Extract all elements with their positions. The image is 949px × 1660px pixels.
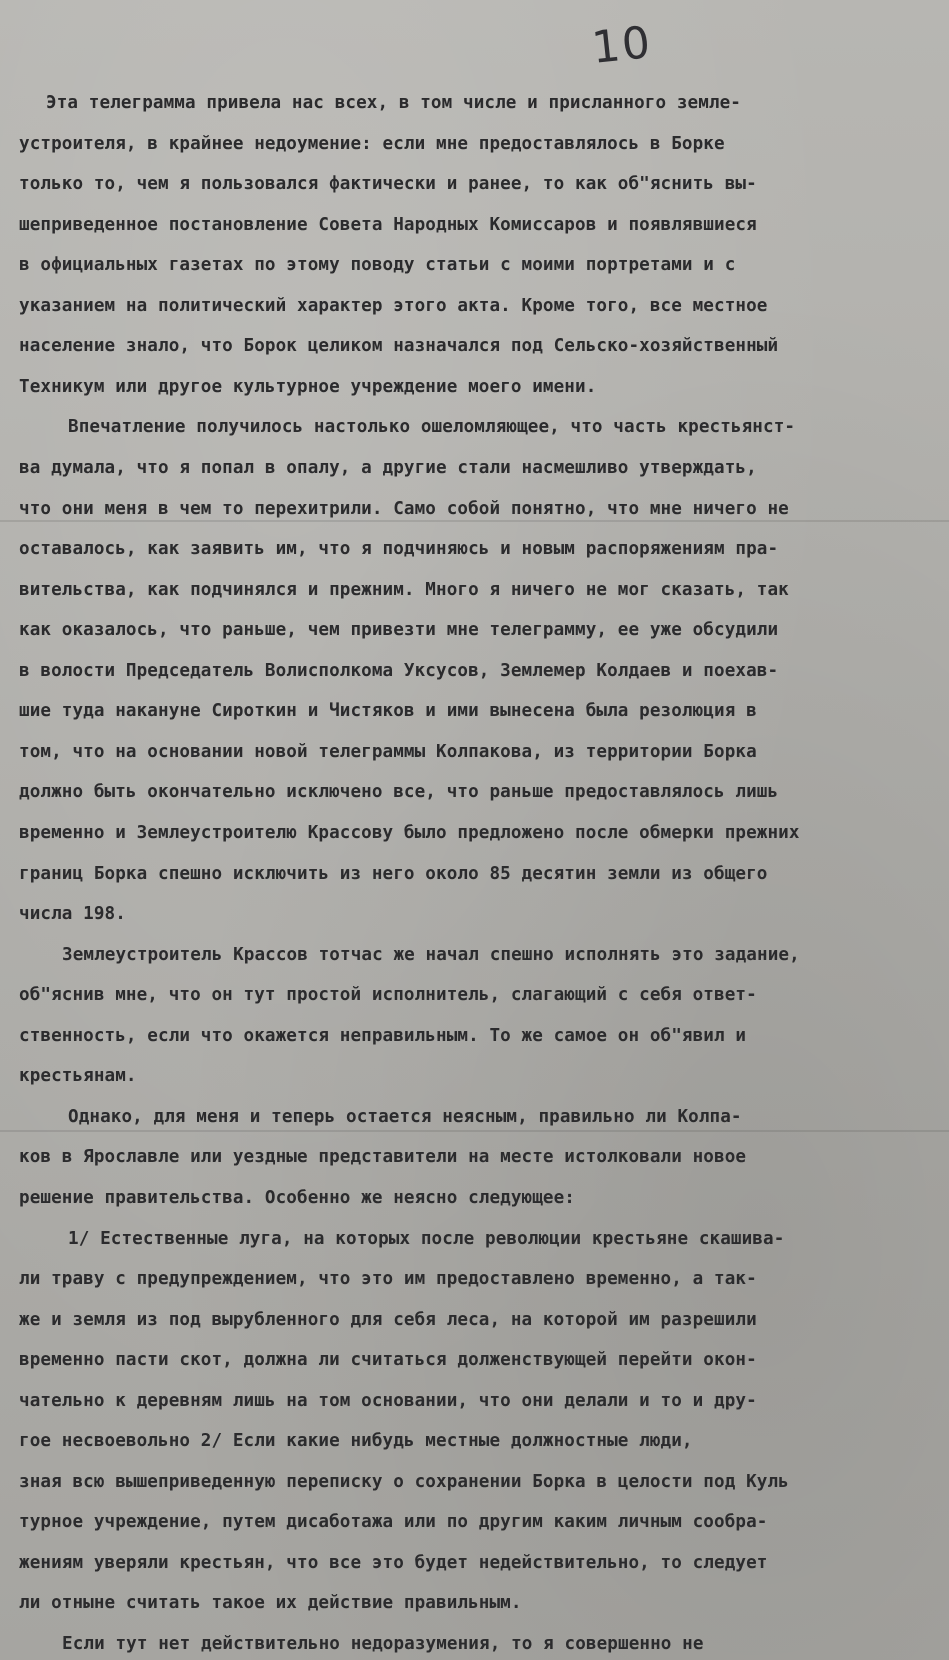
text-line: том, что на основании новой телеграммы Колпакова, из территории Борка (19, 741, 757, 762)
text-line: что они меня в чем то перехитрили. Само собой понятно, что мне ничего не (19, 498, 789, 519)
text-line: Техникум или другое культурное учреждение моего имени. (19, 376, 597, 397)
text-line: ли отныне считать такое их действие правильным. (19, 1593, 522, 1614)
text-line: Если тут нет действительно недоразумения, то я совершенно не (62, 1634, 704, 1654)
text-line: Однако, для меня и теперь остается неясным, правильно ли Колпа- (68, 1106, 742, 1127)
text-line: Землеустроитель Крассов тотчас же начал спешно исполнять это задание, (62, 944, 800, 965)
text-line: ли траву с предупреждением, что это им предоставлено временно, а так- (19, 1269, 757, 1289)
text-line: шие туда накануне Сироткин и Чистяков и ими вынесена была резолюция в (19, 701, 757, 722)
text-line: зная всю вышеприведенную переписку о сохранении Борка в целости под Куль (19, 1471, 789, 1492)
text-line: об"яснив мне, что он тут простой исполнитель, слагающий с себя ответ- (19, 985, 757, 1006)
text-line: крестьянам. (19, 1066, 137, 1087)
text-line: Эта телеграмма привела нас всех, в том числе и присланного земле- (46, 93, 742, 113)
text-line: только то, чем я пользовался фактически и ранее, то как об"яснить вы- (19, 174, 757, 195)
text-line: вительства, как подчинялся и прежним. Много я ничего не мог сказать, так (19, 579, 789, 600)
text-line: устроителя, в крайнее недоумение: если мне предоставлялось в Борке (19, 133, 725, 154)
text-line: временно и Землеустроителю Крассову было предложено после обмерки прежних (19, 822, 800, 843)
text-line: шеприведенное постановление Совета Народных Комиссаров и появлявшиеся (19, 214, 757, 235)
text-line: турное учреждение, путем дисаботажа или по другим каким личным сообра- (19, 1512, 768, 1533)
text-line: ков в Ярославле или уездные представители на месте истолковали новое (19, 1147, 747, 1168)
text-line: как оказалось, что раньше, чем привезти мне телеграмму, ее уже обсудили (19, 620, 779, 641)
text-line: чательно к деревням лишь на том основании, что они делали и то и дру- (19, 1390, 757, 1411)
text-line: гое несвоевольно 2/ Если какие нибудь местные должностные люди, (19, 1431, 693, 1452)
text-line: ва думала, что я попал в опалу, а другие стали насмешливо утверждать, (19, 458, 757, 478)
text-line: 1/ Естественные луга, на которых после революции крестьяне скашива- (68, 1228, 785, 1249)
text-line: должно быть окончательно исключено все, что раньше предоставлялось лишь (19, 782, 779, 803)
text-line: оставалось, как заявить им, что я подчиняюсь и новым распоряжениям пра- (19, 539, 779, 560)
text-line: население знало, что Борок целиком назначался под Сельско-хозяйственный (19, 336, 779, 357)
text-line: жениям уверяли крестьян, что все это будет недействительно, то следует (19, 1552, 768, 1573)
handwritten-page-number: 10 (589, 17, 655, 74)
text-line: Впечатление получилось настолько ошеломляющее, что часть крестьянст- (68, 417, 796, 438)
text-line: в волости Председатель Волисполкома Уксусов, Землемер Колдаев и поехав- (19, 660, 779, 681)
text-line: в официальных газетах по этому поводу статьи с моими портретами и с (19, 255, 736, 276)
text-line: временно пасти скот, должна ли считаться долженствующей перейти окон- (19, 1350, 757, 1371)
text-line: указанием на политический характер этого акта. Кроме того, все местное (19, 295, 768, 316)
text-line: ственность, если что окажется неправильным. То же самое он об"явил и (19, 1025, 747, 1046)
text-line: границ Борка спешно исключить из него около 85 десятин земли из общего (19, 863, 768, 884)
text-line: решение правительства. Особенно же неясно следующее: (19, 1187, 576, 1208)
text-line: числа 198. (19, 904, 126, 925)
text-line: же и земля из под вырубленного для себя леса, на которой им разрешили (19, 1309, 757, 1330)
